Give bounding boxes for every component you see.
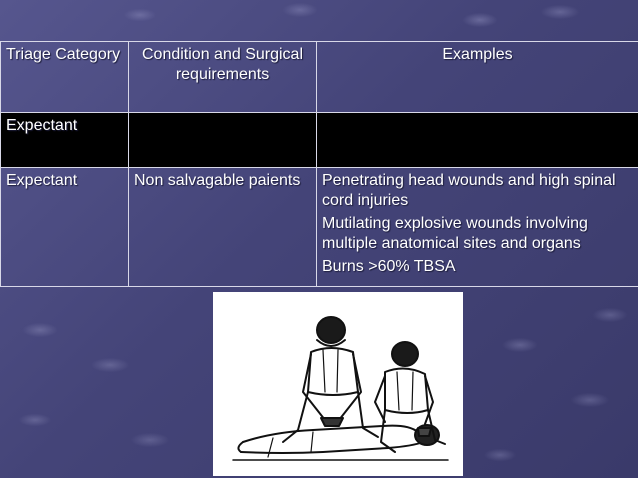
triage-table: [0, 41, 638, 287]
table-row-expectant-detail: [1, 168, 638, 287]
example-item: Burns >60% TBSA: [322, 258, 456, 275]
table-row-expectant-header: [1, 113, 638, 168]
table-header-row: [1, 42, 638, 113]
example-item: Mutilating explosive wounds involving multiple anatomical sites and organs: [322, 215, 588, 252]
cell-examples: [317, 168, 638, 287]
header-condition: Condition and Surgical requirements: [129, 42, 317, 113]
cell-category: Expectant: [1, 113, 129, 168]
cell-condition: Non salvagable paients: [129, 168, 317, 287]
cell-condition-empty: [129, 113, 317, 168]
cell-examples-empty: [317, 113, 638, 168]
cpr-drawing: [213, 292, 463, 476]
header-triage-category: Triage Category: [1, 42, 129, 113]
cpr-illustration: [213, 292, 463, 476]
example-item: Penetrating head wounds and high spinal cord injuries: [322, 172, 616, 209]
cell-category: Expectant: [1, 168, 129, 287]
header-examples: Examples: [317, 42, 638, 113]
